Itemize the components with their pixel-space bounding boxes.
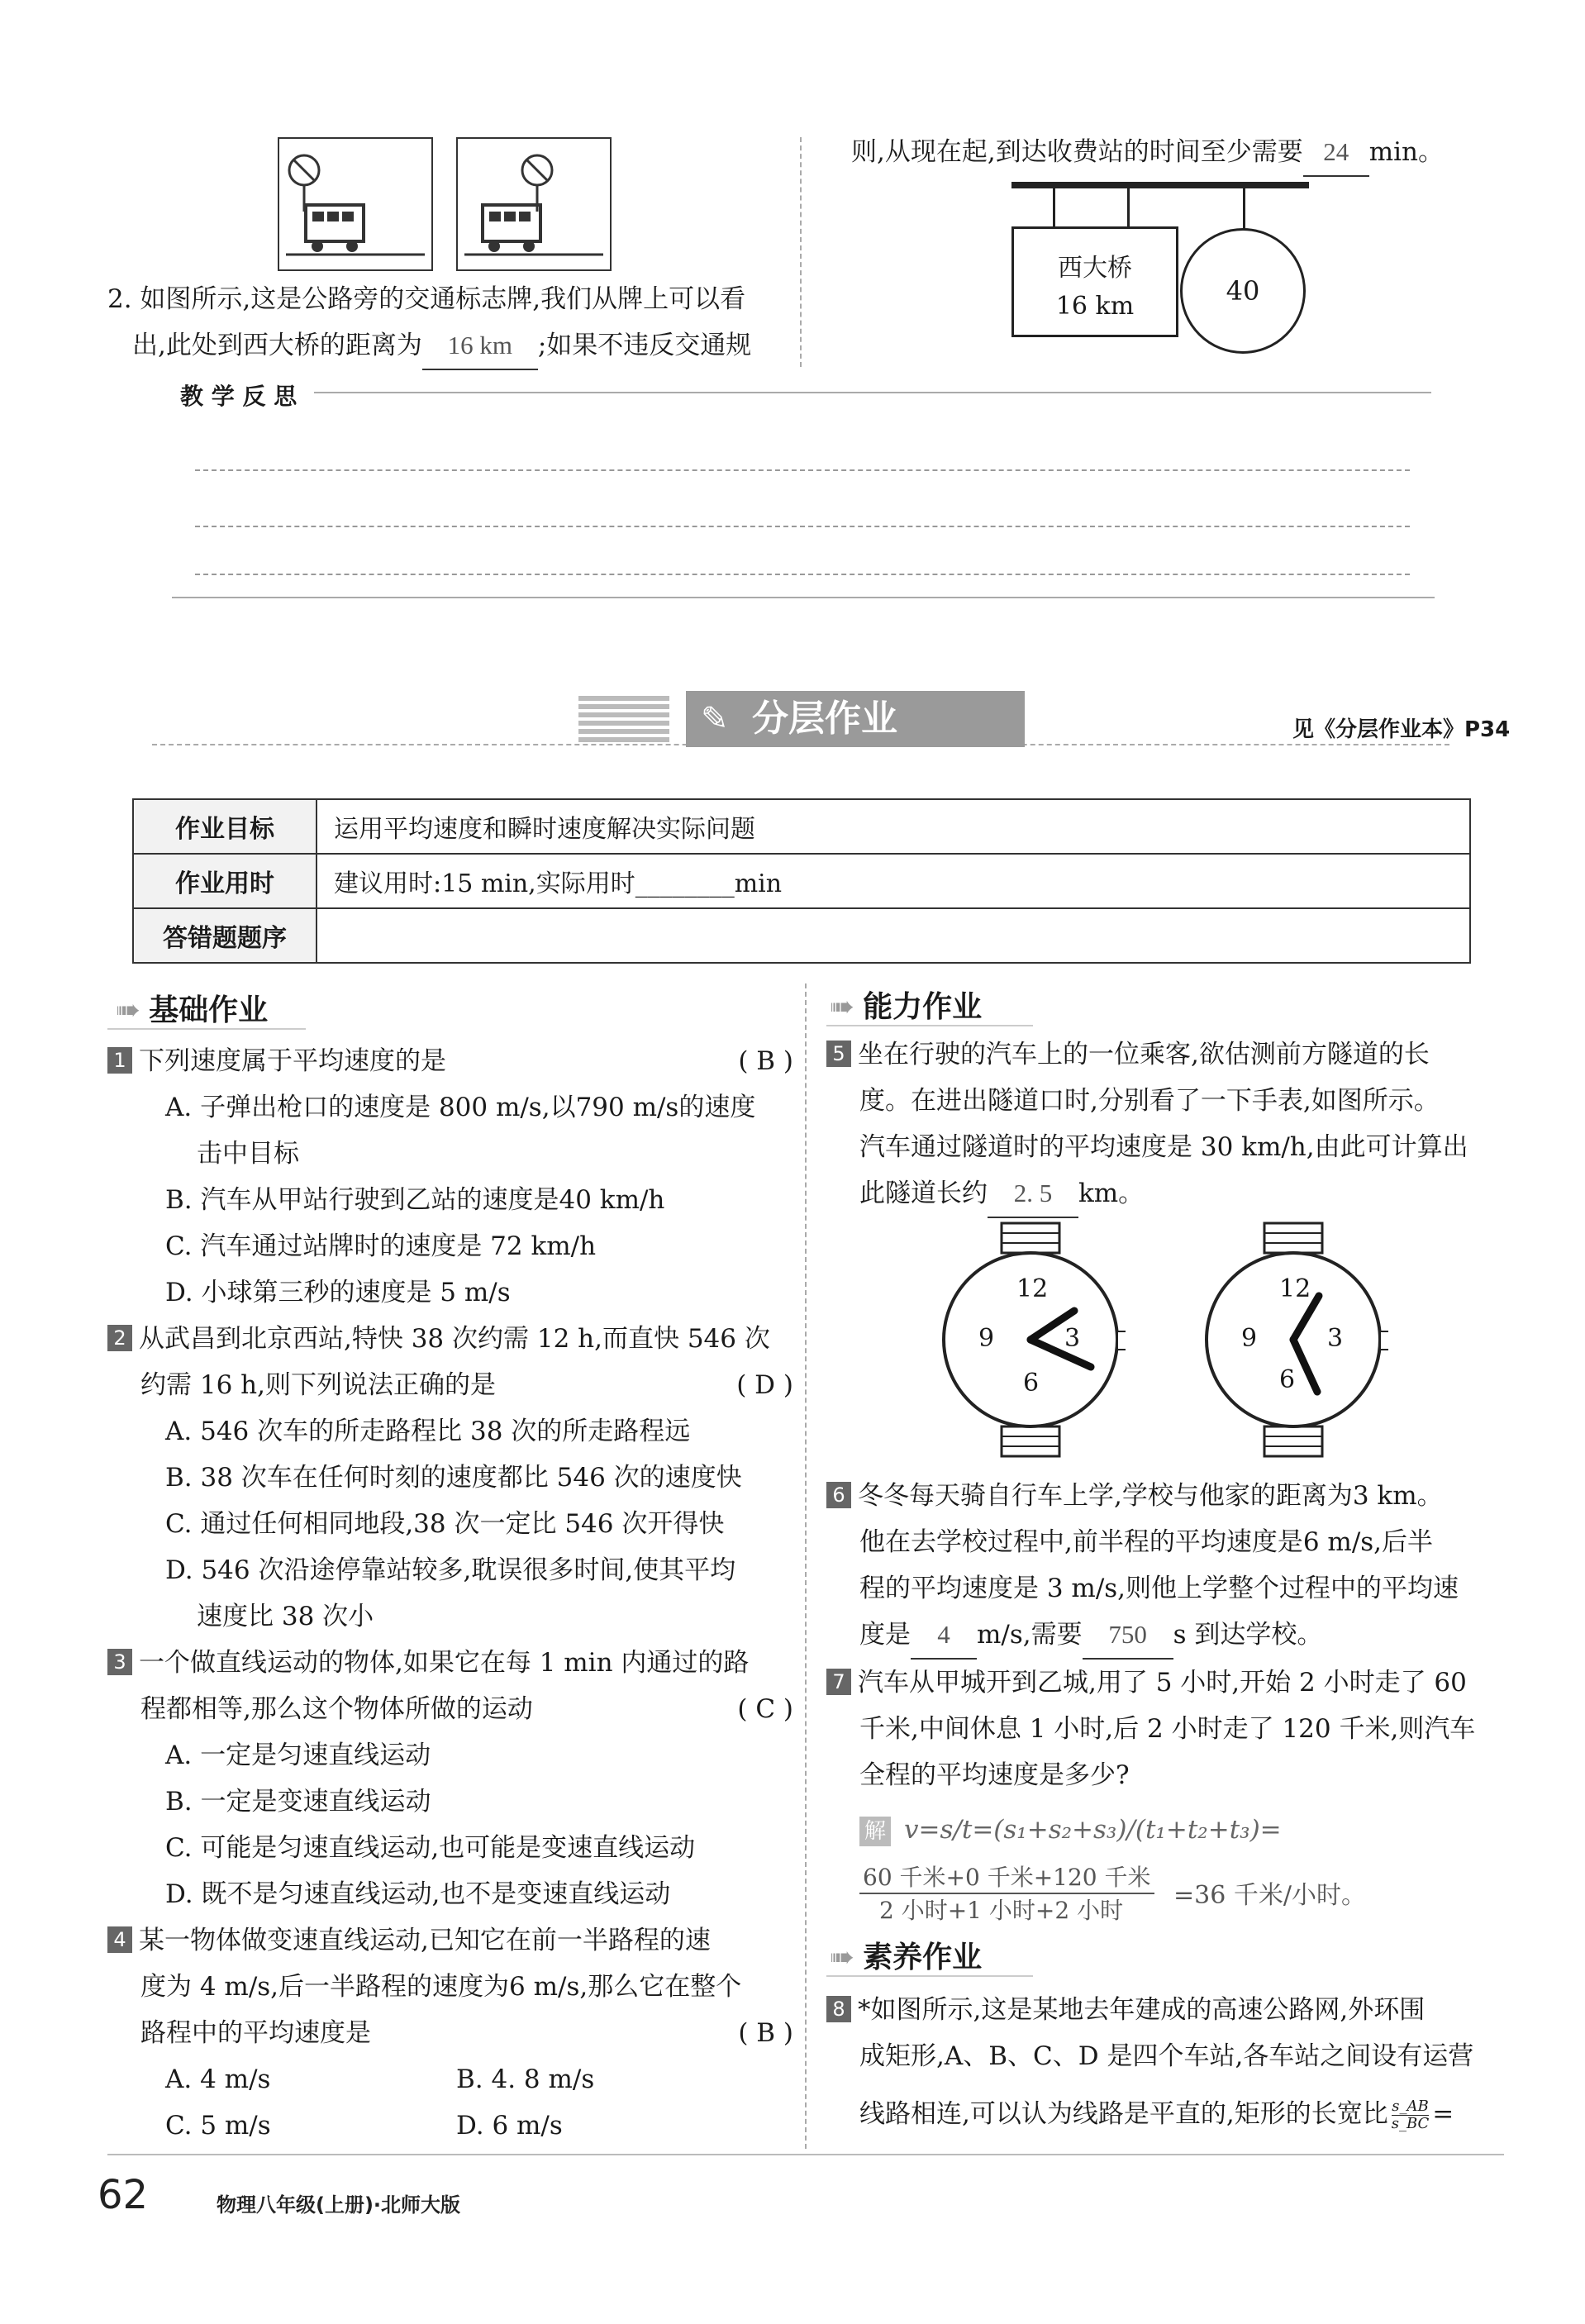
solution-formula-text: v=s/t=(s₁+s₂+s₃)/(t₁+t₂+t₃)=	[904, 1815, 1282, 1845]
q6-text-c: s 到达学校。	[1173, 1620, 1323, 1650]
q4-stem-text-1: 某一物体做变速直线运动,已知它在前一半路程的速	[139, 1926, 711, 1955]
q2b-answer: ( D )	[736, 1370, 793, 1400]
q8-line-3	[826, 2091, 1504, 2137]
bus-sign-image-1	[278, 137, 433, 271]
q7-line-1	[826, 1660, 1504, 1706]
q3-stem-text-2: 程都相等,那么这个物体所做的运动	[140, 1694, 533, 1724]
speed-limit-sign: 40	[1180, 228, 1306, 354]
q1-stem	[107, 1038, 793, 1084]
q1-option: D. 小球第三秒的速度是 5 m/s	[165, 1278, 511, 1307]
homework-table	[132, 798, 1471, 964]
page-number: 62	[98, 2172, 149, 2218]
q2b-stem-text-1: 从武昌到北京西站,特快 38 次约需 12 h,而直快 546 次	[139, 1324, 770, 1354]
footer-rule	[107, 2154, 1504, 2155]
basic-section-underline	[107, 1028, 306, 1030]
q4-answer: ( B )	[738, 2018, 793, 2048]
q2-text-b: ;如果不违反交通规	[537, 331, 752, 360]
q7-line-2: 千米,中间休息 1 小时,后 2 小时走了 120 千米,则汽车	[859, 1714, 1476, 1744]
solution-numerator: 60 千米+0 千米+120 千米	[859, 1860, 1154, 1894]
watch-entry	[935, 1220, 1126, 1460]
q4-stem-text-3: 路程中的平均速度是	[140, 2018, 371, 2048]
q8-text-1: *如图所示,这是某地去年建成的高速公路网,外环围	[858, 1995, 1426, 2025]
q6-text-1: 冬冬每天骑自行车上学,学校与他家的距离为3 km。	[858, 1481, 1443, 1511]
q2-continuation	[851, 129, 1444, 177]
q5-text-b: km。	[1078, 1179, 1145, 1208]
q7-line-3: 全程的平均速度是多少?	[859, 1760, 1130, 1790]
q8-line-1	[826, 1987, 1504, 2033]
q2-line-2	[132, 322, 751, 370]
arrow-icon: ➠	[830, 990, 855, 1024]
sign-place-name: 西大桥	[1058, 254, 1132, 283]
ability-title-text: 能力作业	[863, 990, 983, 1024]
solution-tag: 解	[859, 1817, 891, 1846]
arrow-icon: ➠	[830, 1941, 855, 1974]
table-label: 作业目标	[133, 799, 317, 854]
sign-post-3	[1243, 188, 1245, 230]
watch1-label-12: 12	[1016, 1274, 1049, 1303]
literacy-section-underline	[826, 1975, 1033, 1977]
q2-cont-text-b: min。	[1368, 137, 1444, 167]
sign-post-1	[1053, 188, 1055, 226]
q8-ratio-numerator: s_AB	[1392, 2098, 1429, 2115]
ability-section-underline	[826, 1025, 1033, 1026]
q5-text-a: 此隧道长约	[859, 1179, 988, 1208]
q8-ratio	[1392, 2098, 1430, 2132]
reflection-bottom-line	[172, 597, 1435, 598]
q2b-option: B. 38 次车在任何时刻的速度都比 546 次的速度快	[165, 1463, 742, 1493]
reflection-top-line	[314, 392, 1431, 393]
q2-answer-time: 24	[1303, 129, 1369, 177]
q5-answer: 2. 5	[988, 1170, 1078, 1218]
column-divider-top	[800, 137, 802, 367]
q4-option-b: B. 4. 8 m/s	[456, 2064, 595, 2094]
ability-column	[826, 1031, 1504, 1218]
q3-number: 3	[107, 1649, 132, 1675]
q8-number: 8	[826, 1996, 851, 2022]
q2b-option: A. 546 次车的所走路程比 38 次的所走路程远	[165, 1417, 691, 1446]
q2-line-1: 2. 如图所示,这是公路旁的交通标志牌,我们从牌上可以看	[107, 284, 746, 314]
q6-line-1	[826, 1473, 1504, 1519]
q4-stem-3	[107, 2010, 793, 2056]
no-horn-bus-icon	[279, 139, 431, 269]
reflection-line-2	[195, 526, 1410, 527]
q4-option-a: A. 4 m/s	[165, 2064, 271, 2094]
q2b-stem-1	[107, 1316, 793, 1362]
q6-text-a: 度是	[859, 1620, 911, 1650]
bus-sign-image-2	[456, 137, 612, 271]
arrow-icon: ➠	[116, 993, 141, 1027]
q5-line-4	[826, 1170, 1504, 1218]
reflection-line-3	[195, 574, 1410, 575]
basic-section-title	[116, 987, 268, 1029]
q4-number: 4	[107, 1926, 132, 1953]
watch1-label-6: 6	[1023, 1369, 1040, 1398]
q4-option-d: D. 6 m/s	[456, 2111, 563, 2141]
distance-sign	[1011, 226, 1178, 337]
basic-title-text: 基础作业	[149, 993, 269, 1027]
ability-column-lower	[826, 1473, 1504, 1926]
watch1-label-9: 9	[978, 1324, 995, 1353]
q4-stem-2: 度为 4 m/s,后一半路程的速度为6 m/s,那么它在整个	[140, 1972, 742, 2002]
reflection-line-1	[195, 469, 1410, 471]
watch-exit	[1198, 1220, 1388, 1460]
q3-stem-1	[107, 1640, 793, 1686]
q3-stem-2	[107, 1686, 793, 1732]
q1-number: 1	[107, 1047, 132, 1074]
q7-solution-fraction	[826, 1860, 1504, 1926]
q3-option: A. 一定是匀速直线运动	[165, 1741, 431, 1770]
q2b-option: 速度比 38 次小	[197, 1602, 374, 1631]
q7-number: 7	[826, 1669, 851, 1695]
sign-bar	[1011, 182, 1309, 188]
basic-column	[107, 1038, 793, 2149]
q8-text-3: 线路相连,可以认为线路是平直的,矩形的长宽比	[859, 2099, 1388, 2129]
q2-text-a: 出,此处到西大桥的距离为	[132, 331, 422, 360]
q1-option: C. 汽车通过站牌时的速度是 72 km/h	[165, 1231, 597, 1261]
q1-option: A. 子弹出枪口的速度是 800 m/s,以790 m/s的速度	[165, 1093, 756, 1122]
solution-denominator: 2 小时+1 小时+2 小时	[879, 1897, 1124, 1924]
banner-icon: ✎	[701, 700, 729, 738]
table-value: 运用平均速度和瞬时速度解决实际问题	[317, 799, 1470, 854]
watch1-label-3: 3	[1064, 1324, 1081, 1353]
banner-box	[686, 691, 1025, 747]
q3-stem-text-1: 一个做直线运动的物体,如果它在每 1 min 内通过的路	[139, 1648, 750, 1678]
q8-tail: =	[1432, 2099, 1454, 2129]
ability-section-title	[830, 983, 982, 1026]
q6-text-b: m/s,需要	[977, 1620, 1083, 1650]
q8-ratio-denominator: s_BC	[1391, 2115, 1430, 2132]
table-label: 作业用时	[133, 854, 317, 908]
q2b-number: 2	[107, 1325, 132, 1351]
q5-number: 5	[826, 1041, 851, 1067]
q3-option: B. 一定是变速直线运动	[165, 1787, 431, 1817]
q3-option: D. 既不是匀速直线运动,也不是变速直线运动	[165, 1879, 671, 1909]
q2-cont-text-a: 则,从现在起,到达收费站的时间至少需要	[851, 137, 1303, 167]
q2b-stem-2	[107, 1362, 793, 1408]
q5-line-3: 汽车通过隧道时的平均速度是 30 km/h,由此可计算出	[859, 1132, 1468, 1162]
table-row	[133, 854, 1470, 908]
table-value	[317, 908, 1470, 963]
q3-option: C. 可能是匀速直线运动,也可能是变速直线运动	[165, 1833, 696, 1863]
reflection-title: 教 学 反 思	[180, 383, 297, 410]
q5-text-1: 坐在行驶的汽车上的一位乘客,欲估测前方隧道的长	[858, 1040, 1430, 1069]
banner-ref: 见《分层作业本》P34	[1292, 717, 1511, 742]
q2b-stem-text-2: 约需 16 h,则下列说法正确的是	[140, 1370, 496, 1400]
literacy-title-text: 素养作业	[863, 1941, 983, 1974]
q4-options-row-1	[107, 2056, 793, 2103]
q4-stem-1	[107, 1917, 793, 1964]
watch2-label-3: 3	[1327, 1324, 1344, 1353]
q3-answer: ( C )	[737, 1694, 793, 1724]
q6-answer-time: 750	[1083, 1612, 1173, 1660]
q7-solution-formula	[826, 1807, 1504, 1853]
traffic-sign-diagram	[1003, 179, 1317, 360]
watch2-label-9: 9	[1241, 1324, 1258, 1353]
q6-line-3: 程的平均速度是 3 m/s,则他上学整个过程中的平均速	[859, 1574, 1459, 1603]
no-horn-bus-icon	[458, 139, 610, 269]
book-title: 物理八年级(上册)·北师大版	[217, 2193, 461, 2217]
table-label: 答错题题序	[133, 908, 317, 963]
q2b-option: C. 通过任何相同地段,38 次一定比 546 次开得快	[165, 1509, 725, 1539]
literacy-section-title	[830, 1934, 982, 1976]
banner-title: 分层作业	[752, 698, 897, 740]
q6-line-4	[826, 1612, 1504, 1660]
q1-answer: ( B )	[738, 1046, 793, 1076]
q5-line-2: 度。在进出隧道口时,分别看了一下手表,如图所示。	[859, 1086, 1440, 1116]
q1-option: 击中目标	[197, 1139, 299, 1169]
q1-option: B. 汽车从甲站行驶到乙站的速度是40 km/h	[165, 1185, 665, 1215]
column-divider-bottom	[805, 983, 807, 2149]
sign-post-2	[1127, 188, 1130, 226]
q1-stem-text: 下列速度属于平均速度的是	[139, 1046, 446, 1076]
q7-text-1: 汽车从甲城开到乙城,用了 5 小时,开始 2 小时走了 60	[858, 1668, 1467, 1698]
sign-distance-value: 16 km	[1055, 292, 1135, 321]
q6-line-2: 他在去学校过程中,前半程的平均速度是6 m/s,后半	[859, 1527, 1434, 1557]
watch2-label-6: 6	[1279, 1365, 1296, 1394]
q6-answer-speed: 4	[911, 1612, 977, 1660]
q4-option-c: C. 5 m/s	[165, 2111, 271, 2141]
q2b-option: D. 546 次沿途停靠站较多,耽误很多时间,使其平均	[165, 1555, 736, 1585]
table-row	[133, 799, 1470, 854]
literacy-column	[826, 1987, 1504, 2137]
q8-line-2: 成矩形,A、B、C、D 是四个车站,各车站之间设有运营	[859, 2041, 1474, 2071]
q5-line-1	[826, 1031, 1504, 1078]
table-value: 建议用时:15 min,实际用时________min	[317, 854, 1470, 908]
solution-result: =36 千米/小时。	[1173, 1881, 1366, 1910]
table-row	[133, 908, 1470, 963]
q6-number: 6	[826, 1482, 851, 1508]
q2-answer-distance: 16 km	[422, 322, 538, 370]
banner-stripes	[578, 696, 669, 742]
q4-options-row-2	[107, 2103, 793, 2149]
watch2-label-12: 12	[1279, 1274, 1311, 1303]
